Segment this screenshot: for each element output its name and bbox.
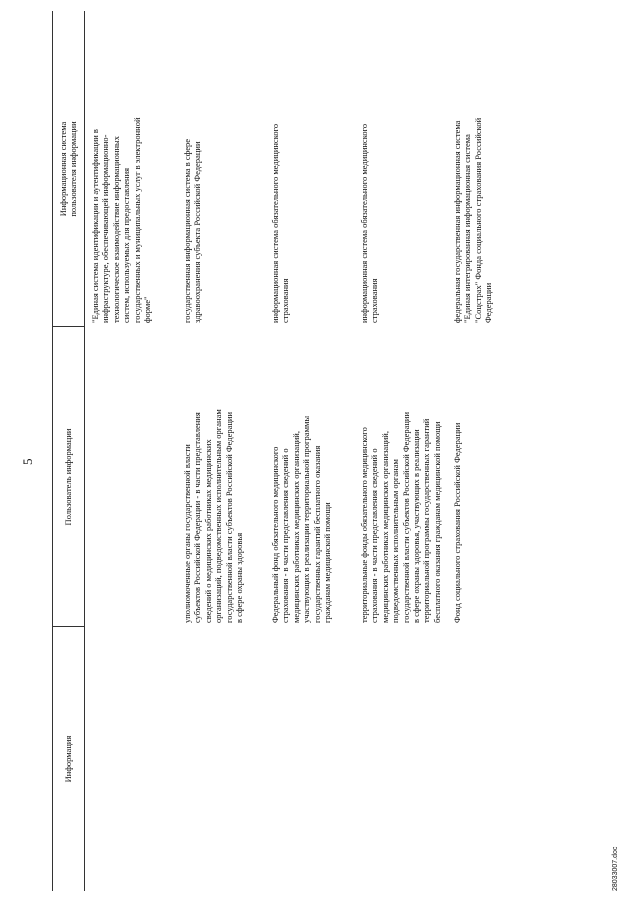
table-cell-system: информационная система обязательного медицинского страхования — [359, 123, 380, 323]
table-cell-system: федеральная государственная информационная система "Единая интегрированная информационная система "Соцстрах" Фонда социального страхования Российской Федерации — [452, 117, 494, 323]
header-information: Информация — [63, 735, 73, 783]
page-number: 5 — [20, 458, 35, 465]
table-cell-user: уполномоченные органы государственной власти субъектов Российской Федерации - в части представления сведений о медицинских работниках медицинских организаций, подведомственных исполнительным органам государственной власти субъектов Российской Федерации в сфере охраны здоровья — [182, 409, 245, 623]
header-information-user: Пользователь информации — [63, 428, 73, 526]
table-cell-system: информационная система обязательного медицинского страхования — [270, 123, 291, 323]
table-top-rule — [52, 11, 53, 891]
table-cell-system: "Единая система идентификации и аутентификации в инфраструктуре, обеспечивающей информационно- технологическое взаимодействие информационных систем, используемых для предоставления государственных и муниципальных услуг в электронной форме" — [90, 117, 153, 323]
table-cell-user: территориальные фонды обязательного медицинского страхования - в части представления сведений о медицинских работниках медицинских организаций, подведомственных исполнительным органам государственной власти субъектов Российской Федерации в сфере охраны здоровья, участвующих в реализации территориальной программы государственных гарантий бесплатного оказания гражданам медицинской помощи — [359, 411, 442, 623]
document-code: 28033007.doc — [612, 846, 619, 891]
table-cell-system: государственная информационная система в сфере здравоохранения субъекта Российской Федерации — [182, 138, 203, 323]
table-cell-user: Федеральный фонд обязательного медицинского страхования - в части представления сведений о медицинских работниках медицинских организаций, участвующих в реализации территориальной программы государственных гарантий бесплатного оказания гражданам медицинской помощи — [270, 415, 333, 623]
table-header-rule — [84, 11, 85, 891]
table-cell-user: Фонд социального страхования Российской Федерации — [452, 422, 462, 623]
header-user-system: Информационная система пользователя информации — [58, 121, 79, 217]
